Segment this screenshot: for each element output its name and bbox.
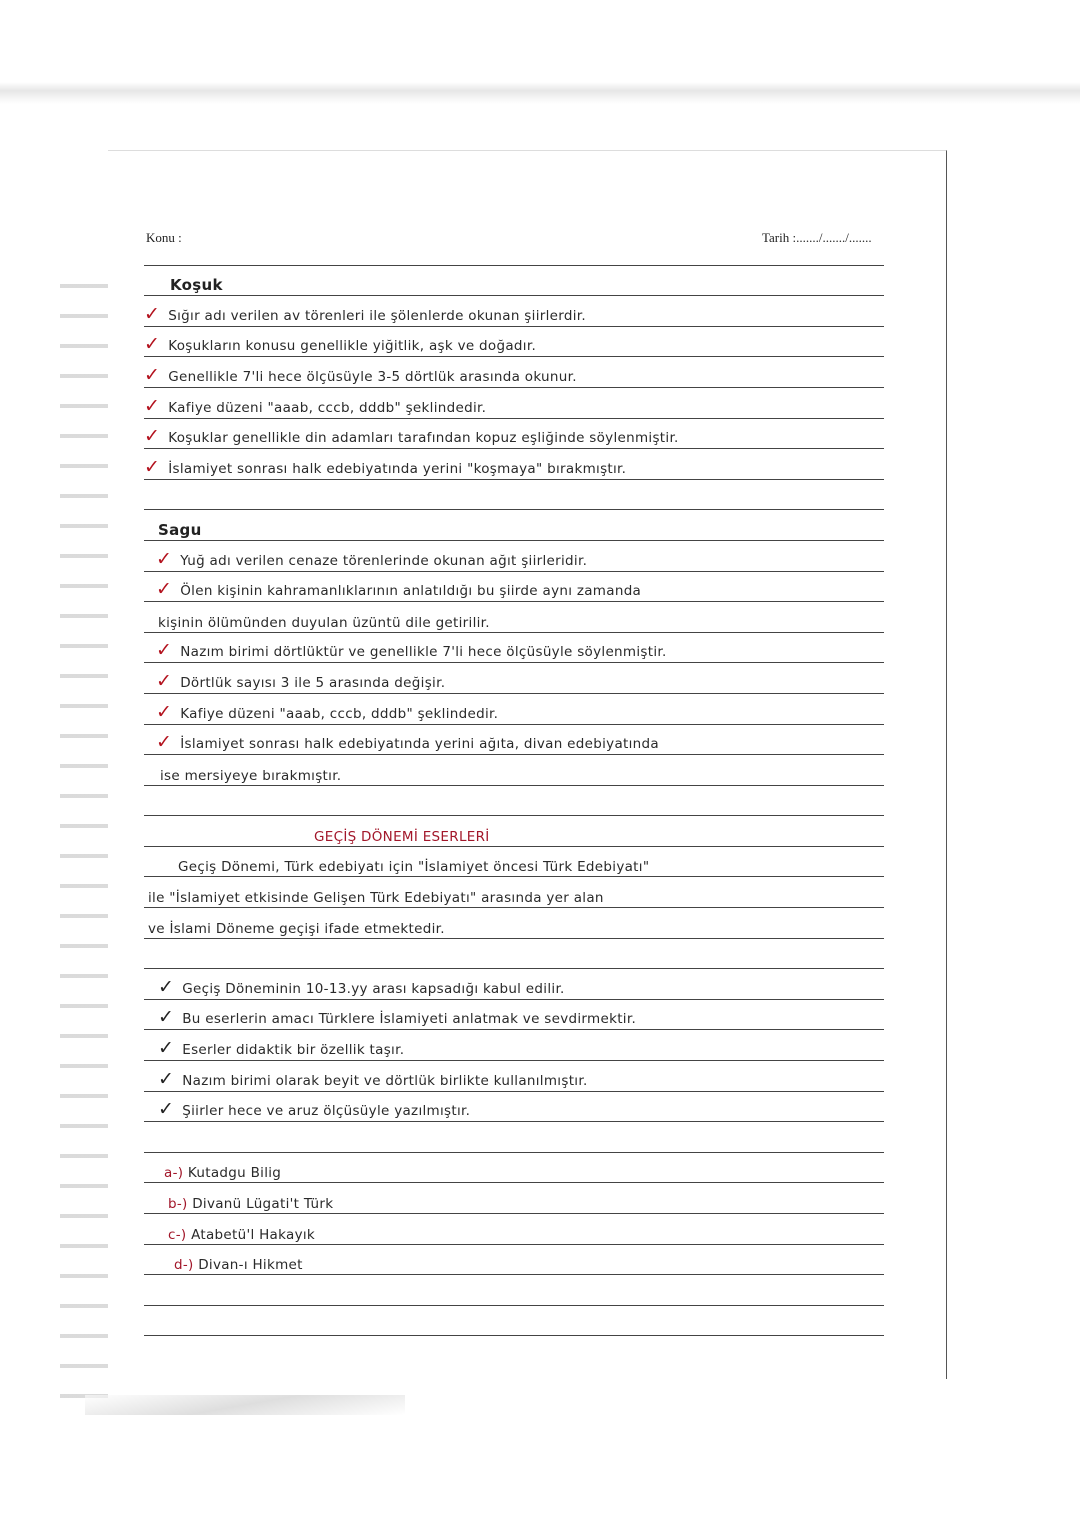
list-item (144, 419, 884, 450)
paragraph-line (144, 847, 884, 878)
list-item (144, 296, 884, 327)
item-text: İslamiyet sonrası halk edebiyatında yerini ağıta, divan edebiyatında (180, 736, 659, 753)
check-icon: ✓ (158, 1098, 175, 1121)
item-text: kişinin ölümünden duyulan üzüntü dile getirilir. (158, 614, 490, 631)
work-item (144, 1153, 884, 1184)
paragraph-line (144, 908, 884, 939)
work-name: Kutadgu Bilig (187, 1165, 282, 1182)
tarih-label: Tarih :......./......./....... (762, 230, 872, 245)
ruled-line (144, 235, 884, 266)
check-icon: ✓ (144, 333, 161, 356)
paragraph-text: ve İslami Döneme geçişi ifade etmektedir. (148, 920, 445, 937)
list-item (144, 572, 884, 603)
list-item (144, 969, 884, 1000)
list-item (144, 725, 884, 756)
check-icon: ✓ (156, 547, 173, 570)
item-text: Eserler didaktik bir özellik taşır. (182, 1042, 405, 1059)
list-item (144, 663, 884, 694)
check-icon: ✓ (158, 1067, 175, 1090)
list-item (144, 1061, 884, 1092)
paragraph-text: ile "İslamiyet etkisinde Gelişen Türk Edebiyatı" arasında yer alan (148, 890, 604, 907)
paragraph-text: Geçiş Dönemi, Türk edebiyatı için "İslamiyet öncesi Türk Edebiyatı" (178, 859, 650, 876)
item-text: Kafiye düzeni "aaab, cccb, dddb" şeklindedir. (168, 399, 487, 416)
section-heading-sagu (144, 510, 884, 541)
ruled-line (144, 1306, 884, 1337)
check-icon: ✓ (158, 975, 175, 998)
item-text: Nazım birimi dörtlüktür ve genellikle 7'li hece ölçüsüyle söylenmiştir. (180, 644, 667, 661)
section-heading-kosuk (144, 266, 884, 297)
item-text: Koşukların konusu genellikle yiğitlik, aşk ve doğadır. (168, 338, 537, 355)
item-text: Şiirler hece ve aruz ölçüsüyle yazılmıştır. (182, 1103, 471, 1120)
ruled-line (144, 939, 884, 970)
page-bottom-shadow (85, 1395, 405, 1415)
list-item (144, 327, 884, 358)
work-letter: a-) (164, 1165, 184, 1182)
work-name: Divanü Lügati't Türk (192, 1196, 334, 1212)
check-icon: ✓ (144, 455, 161, 478)
item-text: Nazım birimi olarak beyit ve dörtlük birlikte kullanılmıştır. (182, 1072, 588, 1089)
list-item (144, 1092, 884, 1123)
item-text: Dörtlük sayısı 3 ile 5 arasında değişir. (180, 674, 446, 691)
item-text: Kafiye düzeni "aaab, cccb, dddb" şeklindedir. (180, 705, 499, 722)
item-text: Yuğ adı verilen cenaze törenlerinde okunan ağıt şiirleridir. (180, 552, 588, 569)
work-item (144, 1245, 884, 1276)
work-item (144, 1214, 884, 1245)
item-text: İslamiyet sonrası halk edebiyatında yerini "koşmaya" bırakmıştır. (168, 460, 627, 477)
check-icon: ✓ (158, 1006, 175, 1029)
item-text: Bu eserlerin amacı Türklere İslamiyeti anlatmak ve sevdirmektir. (182, 1011, 637, 1028)
work-letter: d-) (174, 1257, 194, 1274)
item-text: Geçiş Döneminin 10-13.yy arası kapsadığı kabul edilir. (182, 980, 565, 997)
ruled-line (144, 786, 884, 817)
ruled-line (144, 1275, 884, 1306)
check-icon: ✓ (158, 1037, 175, 1060)
list-item (144, 541, 884, 572)
ruled-line (144, 1122, 884, 1153)
item-text: Ölen kişinin kahramanlıklarının anlatıldığı bu şiirde aynı zamanda (180, 583, 642, 600)
list-item (144, 449, 884, 480)
list-item (144, 388, 884, 419)
check-icon: ✓ (156, 578, 173, 601)
gecis-title: GEÇİŞ DÖNEMİ ESERLERİ (314, 828, 490, 845)
perforated-edge (60, 270, 108, 1420)
list-item-continuation (144, 602, 884, 633)
item-text: Sığır adı verilen av törenleri ile şölenlerde okunan şiirlerdir. (168, 307, 586, 324)
list-item-continuation (144, 755, 884, 786)
work-item (144, 1183, 884, 1214)
paragraph-line (144, 877, 884, 908)
check-icon: ✓ (144, 363, 161, 386)
item-text: ise mersiyeye bırakmıştır. (160, 767, 342, 784)
kosuk-title: Koşuk (170, 276, 223, 295)
ruled-line (144, 480, 884, 511)
page-shadow (0, 82, 1080, 104)
work-name: Atabetü'l Hakayık (191, 1226, 316, 1243)
list-item (144, 357, 884, 388)
check-icon: ✓ (156, 700, 173, 723)
check-icon: ✓ (156, 669, 173, 692)
check-icon: ✓ (144, 394, 161, 417)
work-name: Divan-ı Hikmet (198, 1257, 303, 1274)
check-icon: ✓ (144, 425, 161, 448)
ruled-lines (144, 235, 884, 1336)
sagu-title: Sagu (158, 520, 202, 539)
work-letter: b-) (168, 1196, 188, 1212)
konu-label: Konu : (146, 230, 182, 245)
section-heading-gecis (144, 816, 884, 847)
check-icon: ✓ (144, 302, 161, 325)
list-item (144, 1000, 884, 1031)
check-icon: ✓ (156, 731, 173, 754)
list-item (144, 1030, 884, 1061)
work-letter: c-) (168, 1226, 187, 1243)
list-item (144, 694, 884, 725)
item-text: Genellikle 7'li hece ölçüsüyle 3-5 dörtlük arasında okunur. (168, 368, 577, 385)
list-item (144, 633, 884, 664)
item-text: Koşuklar genellikle din adamları tarafından kopuz eşliğinde söylenmiştir. (168, 430, 679, 447)
check-icon: ✓ (156, 639, 173, 662)
